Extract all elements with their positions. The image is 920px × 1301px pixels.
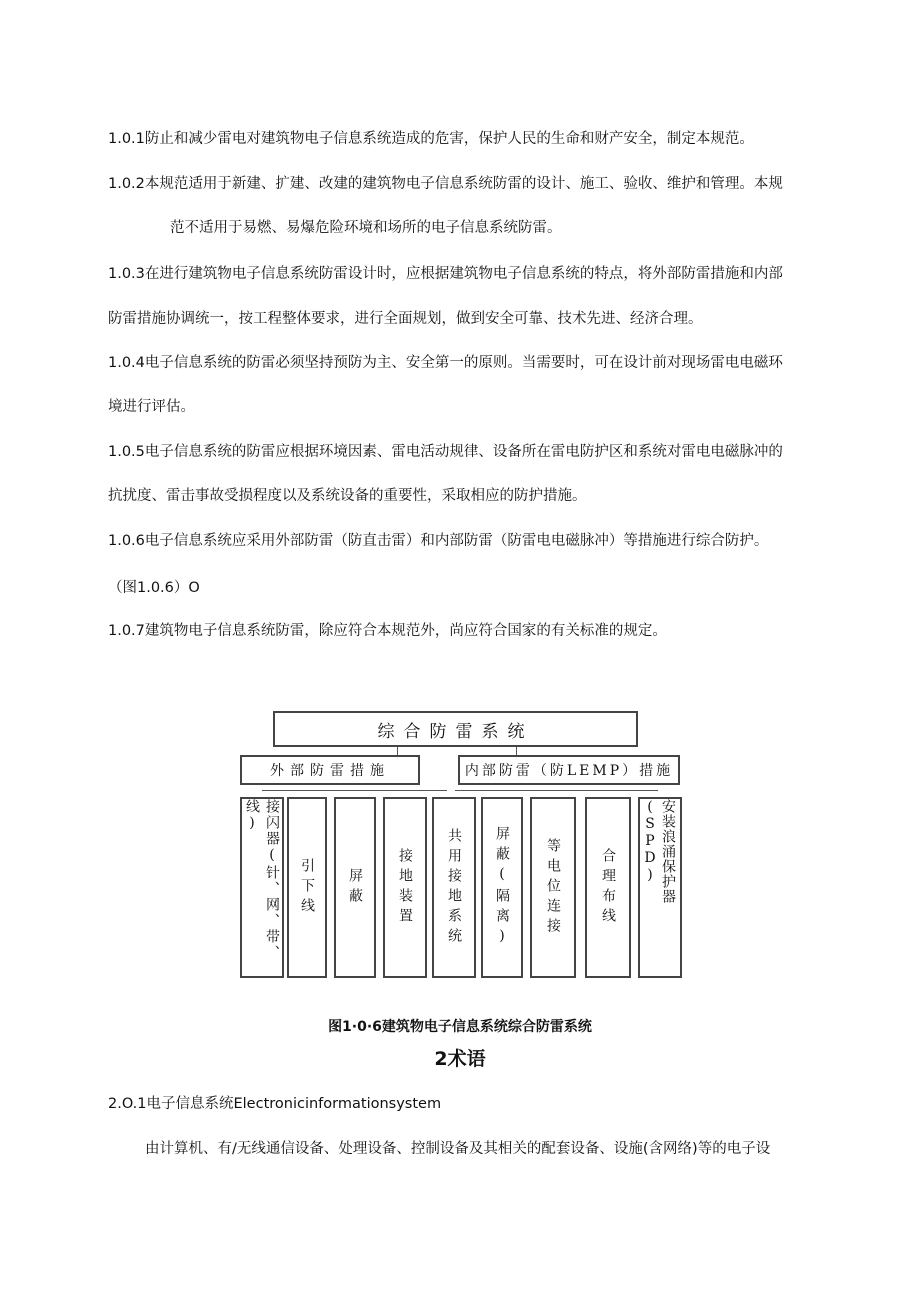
leaf-air-terminal: [240, 797, 284, 978]
leaf-earthing-device: [383, 797, 427, 978]
leaf-spd: [638, 797, 682, 978]
section-heading: 2术语: [434, 1048, 486, 1070]
connector-line: [397, 747, 398, 755]
clause-1-0-4-line1: 1.0.4电子信息系统的防雷必须坚持预防为主、安全第一的原则。当需要时，可在设计前对现场雷电电磁环: [108, 355, 783, 371]
clause-1-0-3-line2: 防雷措施协调统一，按工程整体要求，进行全面规划，做到安全可靠、技术先进、经济合理。: [108, 311, 703, 327]
diagram-root-label: 综合防雷系统: [377, 721, 534, 742]
internal-protection-label: 内部防雷（防LEMP）措施: [464, 763, 674, 779]
leaf-down-conductor: [287, 797, 327, 978]
leaf-shielding-external: [334, 797, 376, 978]
internal-protection-box: [458, 755, 680, 785]
leaf-spd-label: 安装浪涌保护器(SPD): [642, 799, 676, 904]
figure-reference: （图1.0.6）O: [108, 580, 200, 596]
clause-1-0-5-line1: 1.0.5电子信息系统的防雷应根据环境因素、雷电活动规律、设备所在雷电防护区和系统对雷电电磁脉冲的: [108, 444, 783, 460]
clause-1-0-2-line2: 范不适用于易燃、易爆危险环境和场所的电子信息系统防雷。: [170, 220, 562, 236]
external-protection-label: 外部防雷措施: [270, 763, 390, 779]
diagram-root-box: [273, 711, 638, 747]
term-title: 2.O.1电子信息系统Electronicinformationsystem: [108, 1096, 442, 1112]
clause-1-0-4-line2: 境进行评估。: [108, 399, 195, 415]
clause-1-0-7: 1.0.7建筑物电子信息系统防雷，除应符合本规范外，尚应符合国家的有关标准的规定。: [108, 623, 667, 639]
connector-line: [516, 747, 517, 755]
external-protection-box: [240, 755, 420, 785]
leaf-common-earthing: [432, 797, 476, 978]
leaf-equipotential-bonding-label: 等电位连接: [545, 837, 561, 938]
leaf-shielding-external-label: 屏蔽: [347, 867, 363, 908]
clause-1-0-6: 1.0.6电子信息系统应采用外部防雷（防直击雷）和内部防雷（防雷电电磁脉冲）等措施进行综合防护。: [108, 533, 769, 549]
clause-1-0-5-line2: 抗扰度、雷击事故受损程度以及系统设备的重要性，采取相应的防护措施。: [108, 488, 587, 504]
leaf-shielding-isolation: [481, 797, 523, 978]
clause-1-0-3-line1: 1.0.3在进行建筑物电子信息系统防雷设计时，应根据建筑物电子信息系统的特点，将外部防雷措施和内部: [108, 266, 783, 282]
leaf-equipotential-bonding: [530, 797, 576, 978]
figure-caption: 图1·0·6建筑物电子信息系统综合防雷系统: [328, 1019, 592, 1035]
leaf-air-terminal-label: 接闪器(针、网、带、线): [244, 799, 280, 961]
clause-1-0-1: 1.0.1防止和减少雷电对建筑物电子信息系统造成的危害，保护人民的生命和财产安全，制定本规范。: [108, 131, 754, 147]
connector-line: [262, 790, 447, 791]
leaf-wiring-label: 合理布线: [600, 847, 616, 928]
leaf-common-earthing-label: 共用接地系统: [446, 827, 462, 948]
leaf-shielding-isolation-label: 屏蔽(隔离): [494, 825, 510, 950]
connector-line: [455, 790, 658, 791]
leaf-down-conductor-label: 引下线: [299, 857, 315, 918]
leaf-earthing-device-label: 接地装置: [397, 847, 413, 928]
term-definition: 由计算机、有/无线通信设备、处理设备、控制设备及其相关的配套设备、设施(含网络)等的电子设: [145, 1141, 771, 1157]
leaf-wiring: [585, 797, 631, 978]
clause-1-0-2-line1: 1.0.2本规范适用于新建、扩建、改建的建筑物电子信息系统防雷的设计、施工、验收、维护和管理。本规: [108, 176, 783, 192]
